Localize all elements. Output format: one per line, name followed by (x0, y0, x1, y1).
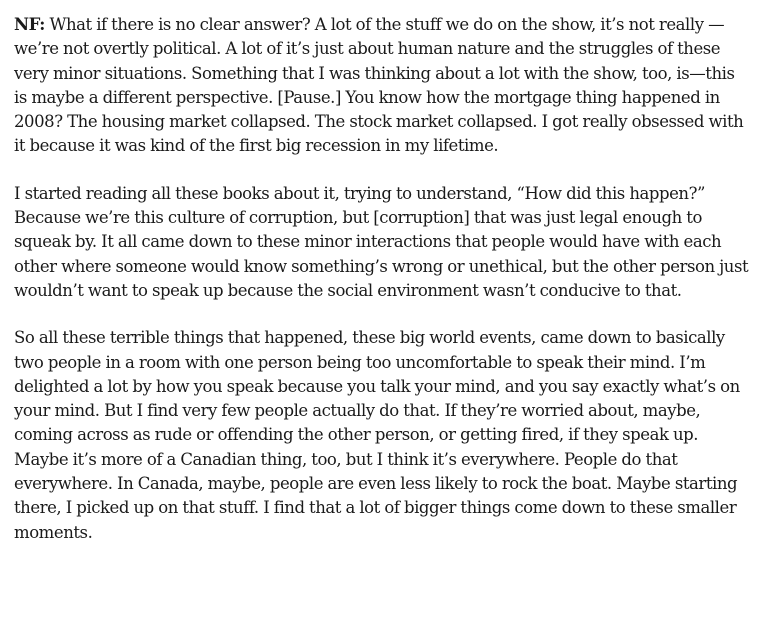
paragraph-3-text: So all these terrible things that happened, these big world events, came down to basically two people in a room with one person being too uncomfortable to speak their mind. I’m delighted a lot by how you speak because you talk your mind, and you say exactly what’s on your mind. But I find very few people actually do that. If they’re worried about, maybe, coming across as rude or offending the other person, or getting fired, if they speak up. Maybe it’s more of a Canadian thing, too, but I think it’s everywhere. People do that everywhere. In Canada, maybe, people are even less likely to rock the boat. Maybe starting there, I picked up on that stuff. I find that a lot of bigger things come down to these smaller moments. (14, 328, 740, 542)
paragraph-3 (14, 326, 751, 545)
paragraph-2-text: I started reading all these books about it, trying to understand, “How did this happen?” Because we’re this culture of corruption, but [corruption] that was just legal enough to squeak by. It all came down to these minor interactions that people would have with each other where someone would know something’s wrong or unethical, but the other person just wouldn’t want to speak up because the social environment wasn’t conducive to that. (14, 183, 749, 300)
paragraph-2 (14, 182, 751, 303)
speaker-label: NF: (14, 15, 45, 34)
paragraph-1-text: What if there is no clear answer? A lot of the stuff we do on the show, it’s not really —we’re not overtly political. A lot of it’s just about human nature and the struggles of these very minor situations. Something that I was thinking about a lot with the show, too, is—this is maybe a different perspective. [Pause.] You know how the mortgage thing happened in 2008? The housing market collapsed. The stock market collapsed. I got really obsessed with it because it was kind of the first big recession in my lifetime. (14, 15, 744, 156)
paragraph-1 (14, 13, 751, 159)
